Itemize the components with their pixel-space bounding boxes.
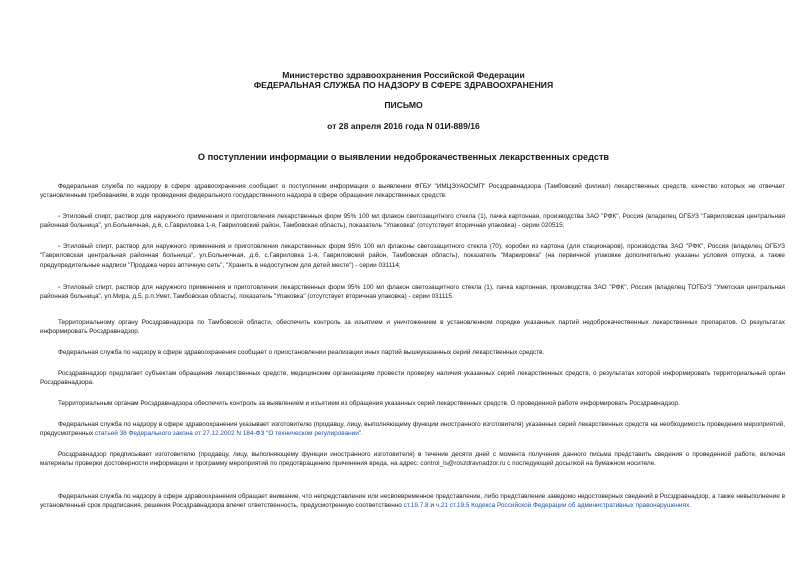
doc-date-number: от 28 апреля 2016 года N 01И-889/16 bbox=[327, 121, 480, 131]
item-1: - Этиловый спирт, раствор для наружного применения и приготовления лекарственных форм 95% 100 мл флакон светозащитного стекла (1), пачка картонная, производства ЗАО "РФК", Россия (владелец ОГБУЗ "Гавриловская центральная районная больница", ул.Больничная, д.6, с.Гавриловка 1-я, Гавриловский район, Тамбовская область), показатель "Упаковка" (отсутствует вторичная упаковка) - серии 020515; bbox=[40, 213, 786, 230]
item-3: - Этиловый спирт, раствор для наружного применения и приготовления лекарственных форм 95% 100 мл флакон светозащитного стекла (1), пачка картонная, производства ЗАО "РФК", Россия (владелец ТОГБУЗ "Уметская центральная районная больница", ул.Мира, д.5, р.п.Умет, Тамбовская область), показатель "Упаковка" (отсутствует вторичная упаковка) - серии 031115. bbox=[40, 284, 785, 301]
law-link[interactable]: статьей 38 Федерального закона от 27.12.2002 N 184-ФЗ "О техническом регулировании". bbox=[94, 430, 363, 438]
code-article-link-2[interactable]: ч.21 ст.19.5 Кодекса Российской Федерации об административных правонарушениях. bbox=[435, 502, 692, 510]
service-name: ФЕДЕРАЛЬНАЯ СЛУЖБА ПО НАДЗОРУ В СФЕРЕ ЗДРАВООХРАНЕНИЯ bbox=[253, 80, 554, 90]
code-article-link-1[interactable]: ст.19.7.8 bbox=[403, 502, 429, 510]
ministry-name: Министерство здравоохранения Российской Федерации bbox=[282, 70, 525, 80]
item-1-dash: - bbox=[58, 213, 61, 220]
item-2: - Этиловый спирт, раствор для наружного применения и приготовления лекарственных форм 95% 100 мл флаконы светозащитного стекла (70), коробки из картона (для стационаров), производства ЗАО "РФК", Россия (владелец ОГБУЗ "Гавриловская центральная районная больница", ул.Больничная, д.6, с.Гавриловка 1-я, Гавриловский район, Тамбовская область), показатель "Маркировка" (на первичной упаковке дополнительно указаны условия отпуска, а также предупредительные надписи "Продажа через аптечную сеть", "Хранить в недоступном для детей месте") - серии 031114; bbox=[40, 243, 785, 269]
paragraph-8: Федеральная служба по надзору в сфере здравоохранения обращает внимание, что непредставление или несвоевременное представление, либо представление заведомо недостоверных сведений в Росздравнадзор, а также невыполнение в установленный срок предписания, решения Росздравнадзора влечет ответственность, предусмотренную соответственно ст.19.7.8 и ч.21 ст.19.5 Кодекса Российской Федерации об административных правонарушениях. bbox=[40, 493, 785, 510]
doc-title: О поступлении информации о выявлении недоброкачественных лекарственных средств bbox=[197, 152, 610, 162]
paragraph-7: Росздравнадзор предписывает изготовителю (продавцу, лицу, выполняющему функции иностранного изготовителя) в течение десяти дней с момента получения данного письма представить сведения о проведенной работе, включая материалы проверки достоверности информации и программу мероприятий по предотвращению причинения вреда, на адрес: control_ls@roszdravnadzor.ru с последующей досылкой на бумажном носителе. bbox=[40, 451, 785, 468]
paragraph-5: Территориальным органам Росздравнадзора обеспечить контроль за выявлением и изъятием из обращения указанных серий лекарственных средств. О проведенной работе информировать Росздравнадзор. bbox=[58, 400, 680, 407]
paragraph-2: Территориальному органу Росздравнадзора по Тамбовской области, обеспечить контроль за изъятием и уничтожением в установленном порядке указанных партий недоброкачественных лекарственных препаратов. О результатах информировать Росздравнадзор. bbox=[40, 319, 785, 336]
doc-type: ПИСЬМО bbox=[384, 100, 423, 110]
paragraph-6: Федеральная служба по надзору в сфере здравоохранения указывает изготовителю (продавцу, лицу, выполняющему функции иностранного изготовителя) указанных серий лекарственных средств на необходимость проведения мероприятий, предусмотренных статьей 38 Федерального закона от 27.12.2002 N 184-ФЗ "О техническом регулировании". bbox=[40, 421, 785, 438]
paragraph-3: Федеральная служба по надзору в сфере здравоохранения сообщает о приостановлении реализации иных партий вышеуказанных серий лекарственных средств. bbox=[58, 349, 545, 356]
paragraph-4: Росздравнадзор предлагает субъектам обращения лекарственных средств, медицинским организациям провести проверку наличия указанных серий лекарственных средств, о результатах которой информировать территориальный орган Росздравнадзора. bbox=[40, 370, 785, 387]
paragraph-1: Федеральная служба по надзору в сфере здравоохранения сообщает о поступлении информации о выявлении ФГБУ "ИМЦЭУАОСМП" Росздравнадзора (Тамбовский филиал) лекарственных средств, качество которых не отвечает установленным требованиям, в ходе проведения федерального государственного надзора в сфере обращения лекарственных средств: bbox=[40, 183, 785, 200]
